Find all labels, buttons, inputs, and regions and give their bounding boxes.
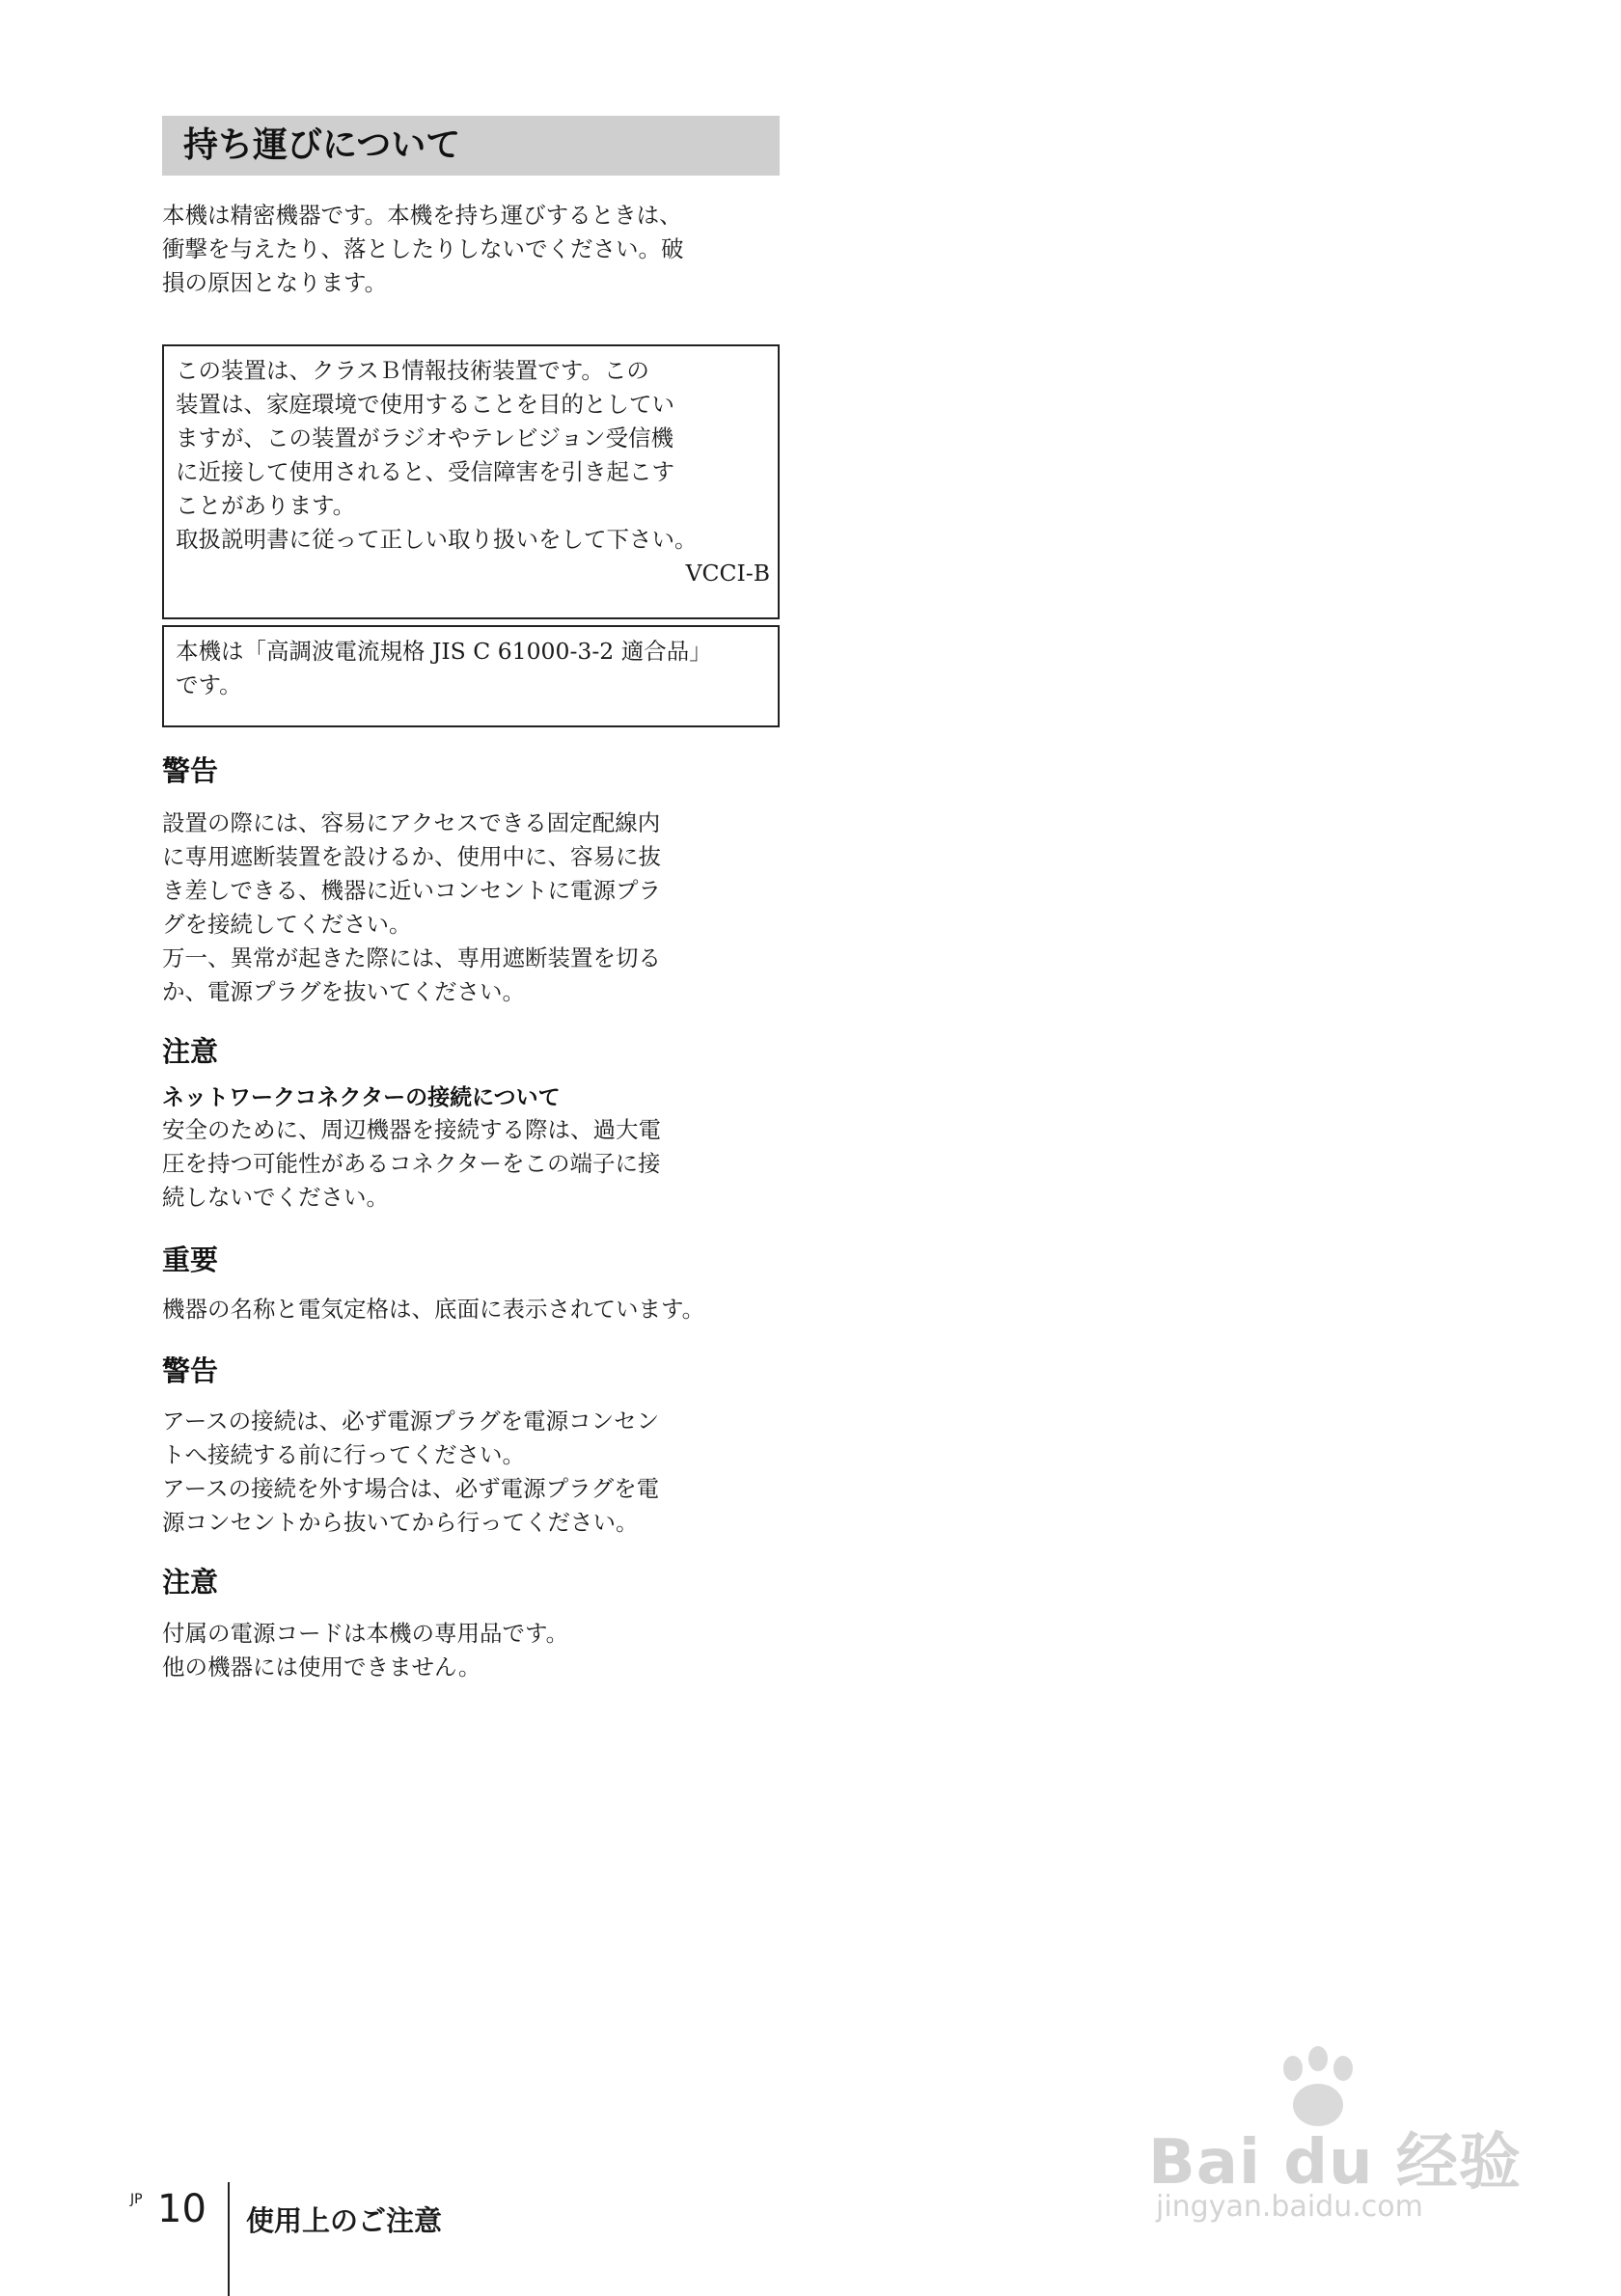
vcci-notice-box (162, 344, 780, 619)
warning-paragraph-2 (162, 1405, 780, 1540)
footer-chapter-title: 使用上のご注意 (246, 2204, 443, 2237)
caution-text-2: 付属の電源コードは本機の専用品です。 他の機器には使用できません。 (162, 1620, 569, 1681)
caution-heading-1: 注意 (162, 1035, 219, 1068)
caution-section-1 (162, 1082, 780, 1215)
warning-paragraph-1 (162, 806, 780, 1009)
section-title: 持ち運びについて (162, 116, 780, 176)
watermark-brand: Bai du 经验 (1148, 2127, 1522, 2199)
important-heading: 重要 (162, 1244, 219, 1276)
warning-text-2: アースの接続は、必ず電源プラグを電源コンセン トへ接続する前に行ってください。 アースの接続を外す場合は、必ず電源プラグを電 源コンセントから抜いてから行ってください。 (162, 1408, 660, 1536)
vcci-code: VCCI-B (685, 560, 770, 587)
vcci-text: この装置は、クラスＢ情報技術装置です。この 装置は、家庭環境で使用することを目的としてい ますが、この装置がラジオやテレビジョン受信機 に近接して使用されると、受信障害を引き起こす ことがあります。 取扱説明書に従って正しい取り扱いをして下さい。 (176, 357, 698, 553)
page-number: 10 (157, 2187, 206, 2231)
baidu-watermark (1148, 2045, 1553, 2238)
jis-text: 本機は「高調波電流規格 JIS C 61000-3-2 適合品」 です。 (176, 638, 712, 698)
carry-paragraph (162, 199, 780, 300)
network-connector-subheading: ネットワークコネクターの接続について (162, 1085, 561, 1110)
warning-heading-2: 警告 (162, 1354, 219, 1387)
caution-paragraph-2 (162, 1617, 780, 1684)
footer-divider (228, 2182, 230, 2296)
caution-text-1: 安全のために、周辺機器を接続する際は、過大電 圧を持つ可能性があるコネクターをこの端子に接 続しないでください。 (162, 1116, 661, 1211)
warning-heading-1: 警告 (162, 754, 219, 787)
watermark-url: jingyan.baidu.com (1156, 2190, 1423, 2224)
carry-text: 本機は精密機器です。本機を持ち運びするときは、 衝撃を与えたり、落としたりしないでください。破 損の原因となります。 (162, 202, 684, 296)
jis-notice-box (162, 625, 780, 727)
important-paragraph (162, 1293, 780, 1326)
footer-language-tag: JP (130, 2192, 143, 2207)
warning-text-1: 設置の際には、容易にアクセスできる固定配線内 に専用遮断装置を設けるか、使用中に、容易に抜 き差しできる、機器に近いコンセントに電源プラ グを接続してください。 万一、異常が起きた際には、専用遮断装置を切る か、電源プラグを抜いてください。 (162, 809, 661, 1005)
important-text: 機器の名称と電気定格は、底面に表示されています。 (162, 1296, 705, 1323)
caution-heading-2: 注意 (162, 1566, 219, 1599)
